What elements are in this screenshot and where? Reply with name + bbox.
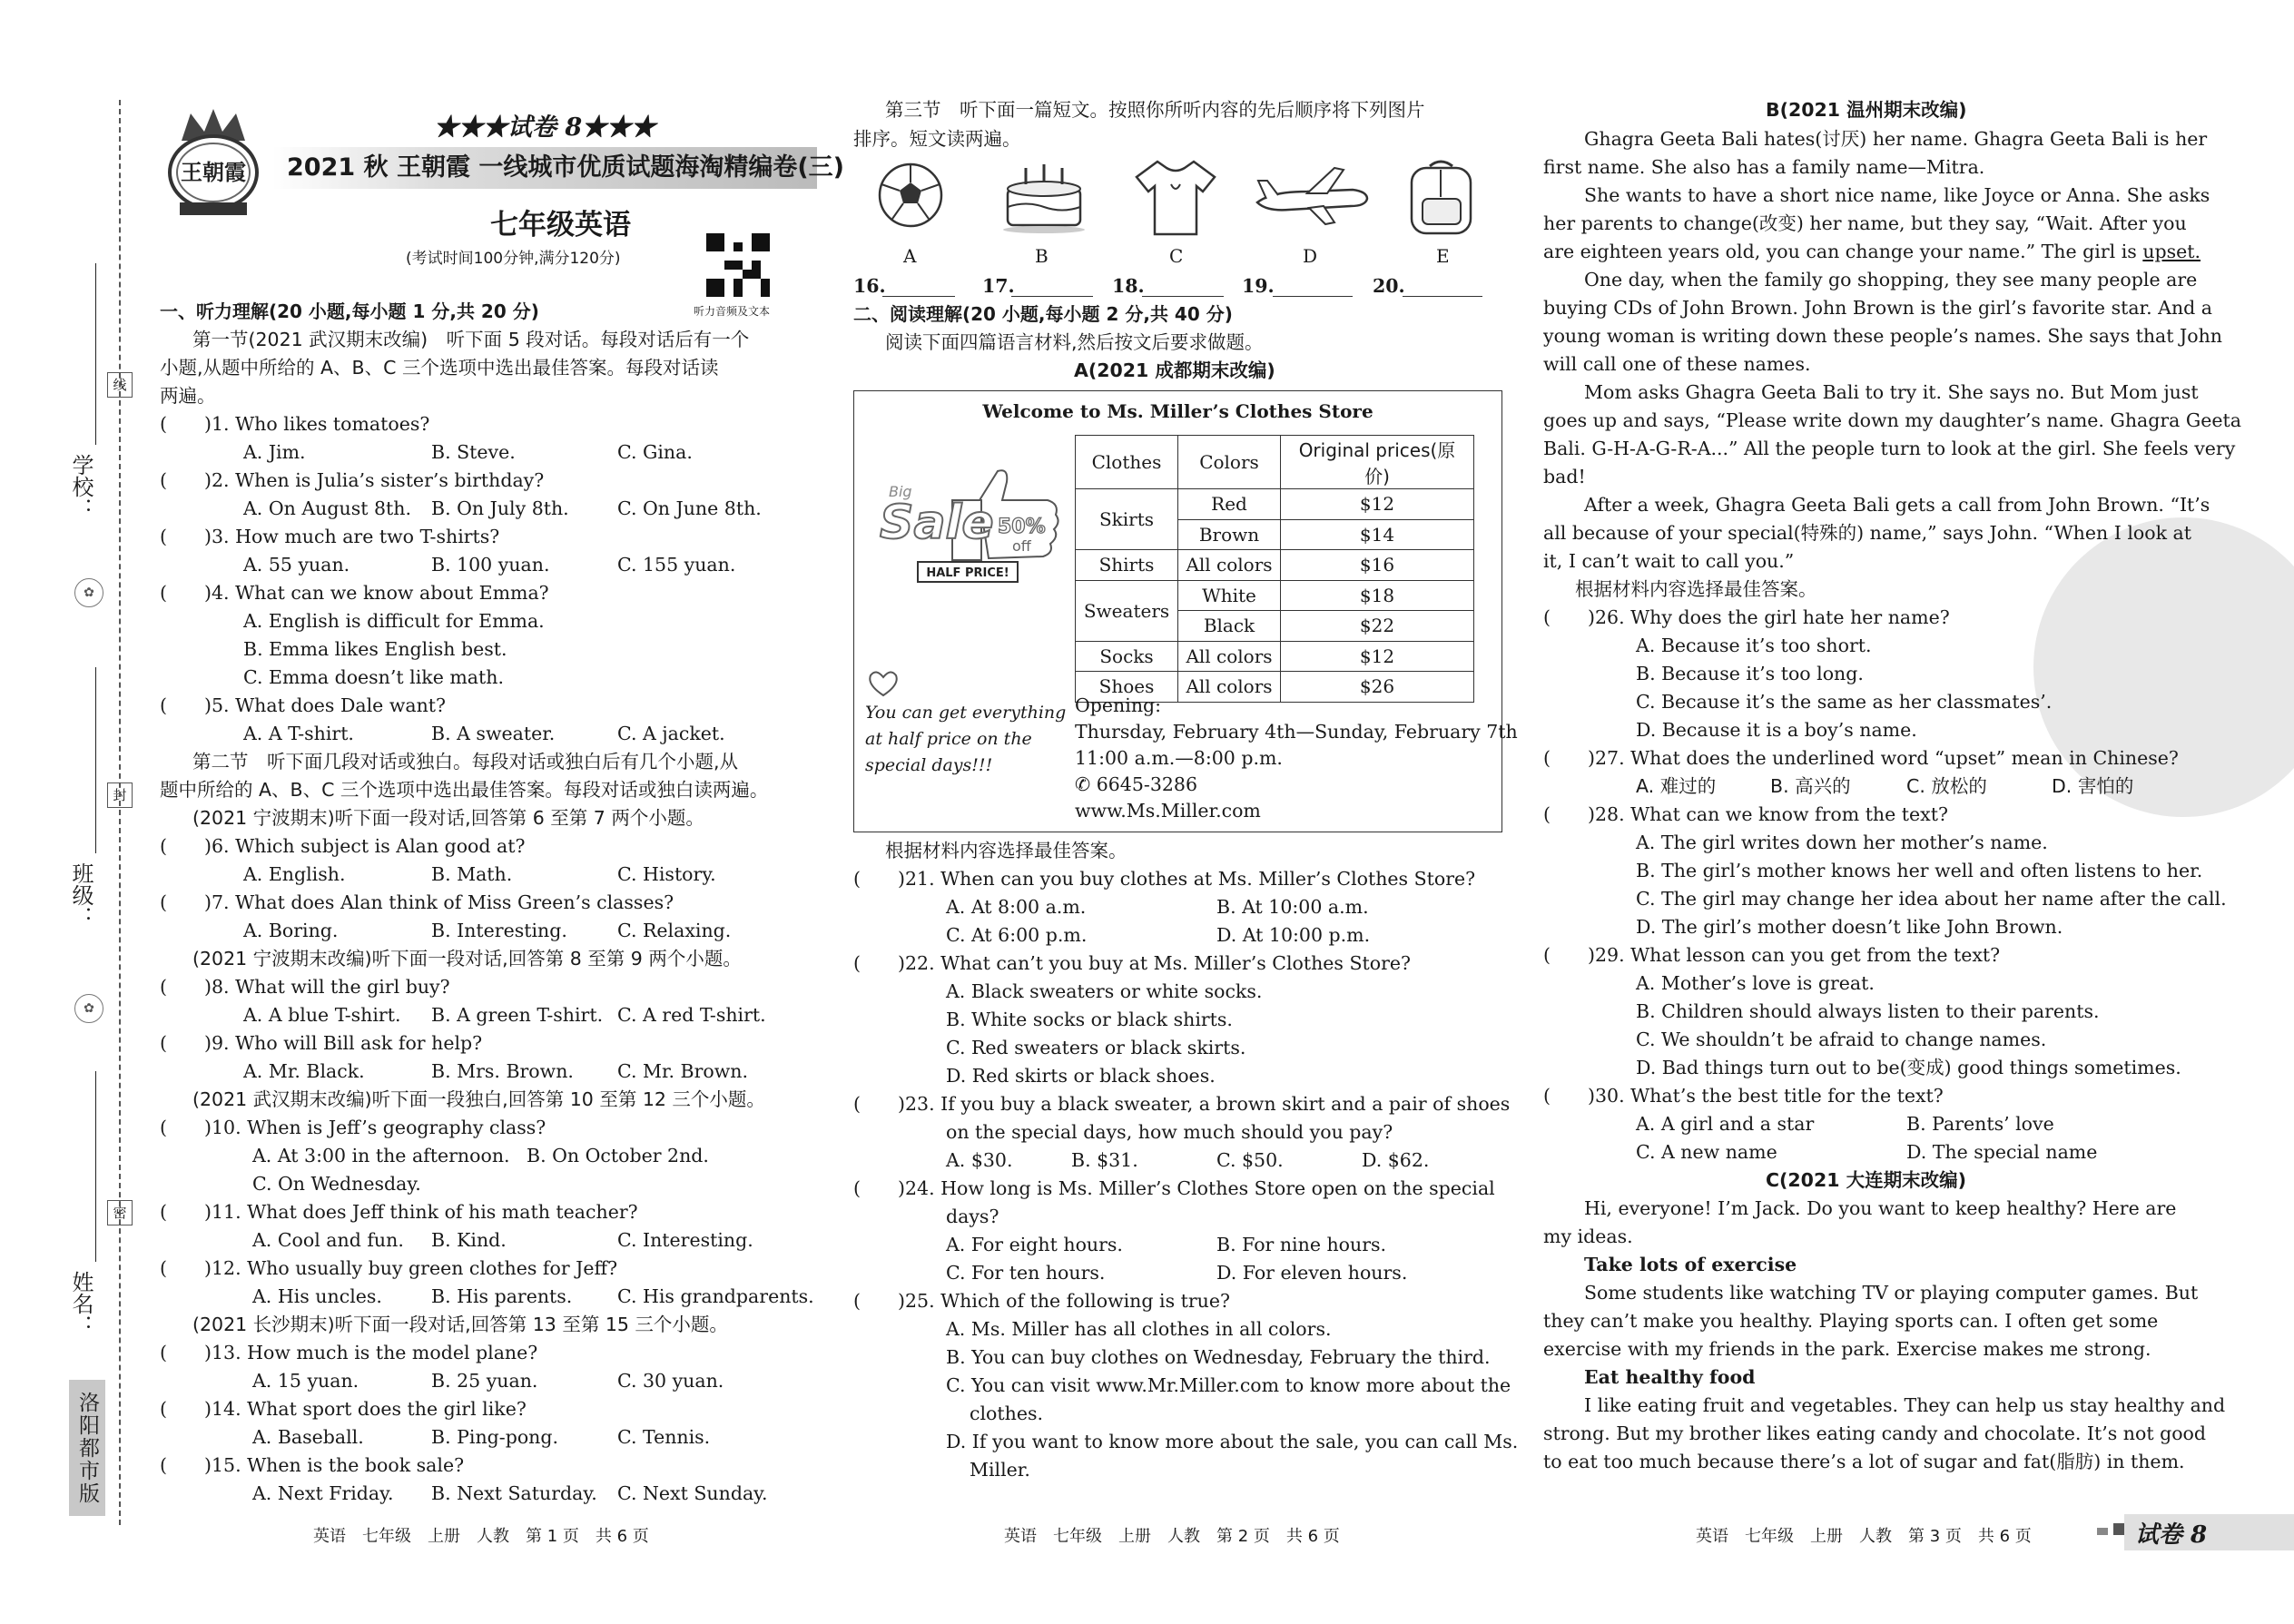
ad-title: Welcome to Ms. Miller’s Clothes Store: [982, 400, 1373, 422]
option[interactable]: A. Black sweaters or white socks.: [946, 980, 1263, 1002]
class-line: [95, 667, 96, 853]
table-cell: $14: [1281, 519, 1474, 550]
answer-blank-label: 17.: [982, 275, 1015, 297]
price-table: [1075, 435, 1474, 703]
table-row: [1076, 641, 1474, 672]
picture-label: B: [1035, 245, 1049, 267]
promo-text: You can get everything: [865, 703, 1067, 723]
passage-line: to eat too much because there’s a lot of sugar and fat(脂肪) in them.: [1543, 1451, 2185, 1472]
passage-line: it, I can’t wait to call you.”: [1543, 550, 1795, 572]
question-10[interactable]: ( )10. When is Jeff’s geography class?: [160, 1117, 546, 1138]
table-header: Original prices(原价): [1281, 436, 1474, 489]
table-cell: All colors: [1178, 641, 1281, 672]
instruction-text: 排序。短文读两遍。: [853, 128, 1021, 150]
option-cont: clothes.: [970, 1403, 1043, 1424]
question-29[interactable]: ( )29. What lesson can you get from the text?: [1543, 944, 2001, 966]
passage-line: [1543, 238, 2200, 266]
passage-line: young woman is writing down these people’s names. She says that John: [1543, 325, 2222, 347]
option[interactable]: A. Mr. Black.: [243, 1060, 365, 1082]
city-edition-label: 洛阳都市版: [69, 1380, 105, 1516]
table-cell: All colors: [1178, 550, 1281, 581]
option[interactable]: C. $50.: [1216, 1149, 1284, 1171]
passage-line: they can’t make you healthy. Playing sports can. I often get some: [1543, 1310, 2159, 1332]
table-cell: $18: [1281, 580, 1474, 611]
opening-label: Opening:: [1075, 694, 1162, 716]
tag-decoration: [2113, 1523, 2124, 1535]
opening-days: Thursday, February 4th—Sunday, February 7th: [1075, 721, 1518, 743]
table-header: Clothes: [1076, 436, 1178, 489]
table-cell: $16: [1281, 550, 1474, 581]
option[interactable]: C. A red T-shirt.: [617, 1004, 766, 1026]
question-26[interactable]: ( )26. Why does the girl hate her name?: [1543, 606, 1950, 628]
question-5[interactable]: ( )5. What does Dale want?: [160, 694, 447, 716]
table-header: Colors: [1178, 436, 1281, 489]
option[interactable]: D. For eleven hours.: [1216, 1262, 1408, 1284]
option[interactable]: B. His parents.: [431, 1285, 573, 1307]
passage-line: goes up and says, “Please write down my daughter’s name. Ghagra Geeta: [1543, 409, 2242, 431]
passage-line: will call one of these names.: [1543, 353, 1811, 375]
option[interactable]: B. Kind.: [431, 1229, 507, 1251]
option[interactable]: B. 25 yuan.: [431, 1370, 538, 1392]
school-label: 学校：: [68, 454, 94, 519]
phone-icon: ✆: [1075, 773, 1091, 795]
option[interactable]: D. At 10:00 p.m.: [1216, 924, 1371, 946]
option[interactable]: C. Next Sunday.: [617, 1482, 768, 1504]
option[interactable]: C. Tennis.: [617, 1426, 711, 1448]
table-cell: Sweaters: [1076, 580, 1178, 641]
option[interactable]: A. Baseball.: [252, 1426, 364, 1448]
option[interactable]: B. Steve.: [431, 441, 516, 463]
dialogue-intro: (2021 长沙期末)听下面一段对话,回答第 13 至第 15 三个小题。: [192, 1314, 728, 1335]
question-14[interactable]: ( )14. What sport does the girl like?: [160, 1398, 527, 1420]
option[interactable]: B. Parents’ love: [1906, 1113, 2054, 1135]
table-cell: Black: [1178, 611, 1281, 642]
option[interactable]: A. Boring.: [243, 920, 339, 941]
option[interactable]: B. Ping-pong.: [431, 1426, 559, 1448]
question-22[interactable]: ( )22. What can’t you buy at Ms. Miller’s Clothes Store?: [853, 952, 1412, 974]
option[interactable]: A. The girl writes down her mother’s name.: [1636, 832, 2048, 853]
sale-off-text: off: [1012, 537, 1031, 555]
question-25[interactable]: ( )25. Which of the following is true?: [853, 1290, 1230, 1312]
binding-margin: [0, 0, 127, 1624]
promo-text: at half price on the: [865, 729, 1032, 749]
option[interactable]: B. A sweater.: [431, 723, 556, 744]
flower-icon: ✿: [74, 994, 103, 1023]
option[interactable]: C. The girl may change her idea about her name after the call.: [1636, 888, 2227, 910]
instruction-text: 第一节(2021 武汉期末改编) 听下面 5 段对话。每段对话后有一个: [192, 329, 750, 350]
question-9[interactable]: ( )9. Who will Bill ask for help?: [160, 1032, 483, 1054]
instruction-text: 根据材料内容选择最佳答案。: [1575, 578, 1817, 600]
question-8[interactable]: ( )8. What will the girl buy?: [160, 976, 450, 998]
passage-source: C(2021 大连期末改编): [1766, 1169, 1966, 1191]
option[interactable]: B. Interesting.: [431, 920, 567, 941]
picture-label: E: [1436, 245, 1450, 267]
option[interactable]: B. A green T-shirt.: [431, 1004, 604, 1026]
question-3[interactable]: ( )3. How much are two T-shirts?: [160, 526, 500, 547]
question-23-cont: on the special days, how much should you pay?: [946, 1121, 1393, 1143]
option[interactable]: C. Red sweaters or black skirts.: [946, 1037, 1246, 1058]
table-row: [1076, 550, 1474, 581]
sale-percent-text: 50%: [998, 516, 1046, 538]
passage-line: strong. But my brother likes eating candy and chocolate. It’s not good: [1543, 1422, 2207, 1444]
tag-decoration: [2097, 1528, 2108, 1535]
passage-line: all because of your special(特殊的) name,” says John. “When I look at: [1543, 522, 2191, 544]
option[interactable]: B. At 10:00 a.m.: [1216, 896, 1369, 918]
passage-source: A(2021 成都期末改编): [1074, 359, 1275, 381]
passage-line: After a week, Ghagra Geeta Bali gets a call from John Brown. “It’s: [1584, 494, 2210, 516]
question-4[interactable]: ( )4. What can we know about Emma?: [160, 582, 549, 604]
passage-line: I like eating fruit and vegetables. They can help us stay healthy and: [1584, 1394, 2226, 1416]
option[interactable]: D. If you want to know more about the sale, you can call Ms.: [946, 1431, 1519, 1452]
option[interactable]: C. Mr. Brown.: [617, 1060, 749, 1082]
table-cell: Brown: [1178, 519, 1281, 550]
question-6[interactable]: ( )6. Which subject is Alan good at?: [160, 835, 526, 857]
option[interactable]: C. You can visit www.Mr.Miller.com to know more about the: [946, 1374, 1511, 1396]
instruction-text: 题中所给的 A、B、C 三个选项中选出最佳答案。每段对话或独白读两遍。: [160, 779, 769, 801]
option[interactable]: B. Children should always listen to their parents.: [1636, 1000, 2100, 1022]
option[interactable]: A. English is difficult for Emma.: [243, 610, 545, 632]
underlined-word: upset.: [2142, 241, 2201, 262]
airplane-icon: [1253, 157, 1371, 230]
option[interactable]: D. Bad things turn out to be(变成) good things sometimes.: [1636, 1057, 2181, 1078]
half-price-text: HALF PRICE!: [926, 566, 1009, 580]
passage-line: One day, when the family go shopping, they see many people are: [1584, 269, 2198, 290]
table-cell: White: [1178, 580, 1281, 611]
table-header-row: [1076, 436, 1474, 489]
option[interactable]: B. Because it’s too long.: [1636, 663, 1864, 684]
answer-blank[interactable]: [882, 296, 955, 297]
option[interactable]: A. A girl and a star: [1636, 1113, 1815, 1135]
name-label: 姓名：: [68, 1271, 94, 1336]
question-12[interactable]: ( )12. Who usually buy green clothes for Jeff?: [160, 1257, 618, 1279]
table-cell: $12: [1281, 641, 1474, 672]
store-advertisement: [853, 390, 1518, 832]
option[interactable]: B. Emma likes English best.: [243, 638, 507, 660]
question-13[interactable]: ( )13. How much is the model plane?: [160, 1342, 538, 1363]
brand-logo-icon: [163, 104, 263, 222]
question-27[interactable]: ( )27. What does the underlined word “upset” mean in Chinese?: [1543, 747, 2179, 769]
option[interactable]: C. History.: [617, 863, 716, 885]
passage-line: Hi, everyone! I’m Jack. Do you want to keep healthy? Here are: [1584, 1197, 2177, 1219]
table-cell: $22: [1281, 611, 1474, 642]
subject-title: 七年级英语: [490, 209, 631, 241]
table-cell: Skirts: [1076, 489, 1178, 550]
table-cell: Red: [1178, 489, 1281, 520]
option[interactable]: C. We shouldn’t be afraid to change names.: [1636, 1029, 2047, 1050]
passage-subheading: Eat healthy food: [1584, 1366, 1756, 1388]
exam-number: ★★★试卷 8★★★: [434, 113, 656, 142]
option[interactable]: C. At 6:00 p.m.: [946, 924, 1088, 946]
option[interactable]: B. 100 yuan.: [431, 554, 550, 576]
page-footer: 英语 七年级 上册 人教 第 1 页 共 6 页: [313, 1527, 649, 1546]
option-cont: Miller.: [970, 1459, 1030, 1481]
option[interactable]: A. 55 yuan.: [243, 554, 350, 576]
promo-text: special days!!!: [865, 755, 993, 775]
seal-line-mark: 封: [107, 782, 133, 808]
instruction-text: 第三节 听下面一篇短文。按照你所听内容的先后顺序将下列图片: [885, 99, 1425, 121]
passage-line: my ideas.: [1543, 1225, 1633, 1247]
answer-blank[interactable]: [1011, 296, 1093, 297]
option[interactable]: C. Emma doesn’t like math.: [243, 666, 504, 688]
option[interactable]: A. Ms. Miller has all clothes in all colors.: [946, 1318, 1332, 1340]
option[interactable]: A. 难过的: [1636, 775, 1717, 797]
question-7[interactable]: ( )7. What does Alan think of Miss Green’s classes?: [160, 891, 674, 913]
option[interactable]: A. A blue T-shirt.: [243, 1004, 401, 1026]
option[interactable]: C. 155 yuan.: [617, 554, 736, 576]
instruction-text: 根据材料内容选择最佳答案。: [885, 840, 1127, 861]
passage-line: bad!: [1543, 466, 1586, 487]
option[interactable]: B. On October 2nd.: [527, 1145, 709, 1166]
passage-line: buying CDs of John Brown. John Brown is the girl’s favorite star. And a: [1543, 297, 2213, 319]
answer-blank-label: 20.: [1373, 275, 1405, 297]
section-heading: 二、阅读理解(20 小题,每小题 2 分,共 40 分): [853, 303, 1233, 325]
dialogue-intro: (2021 武汉期末改编)听下面一段独白,回答第 10 至第 12 三个小题。: [192, 1088, 765, 1110]
option[interactable]: C. Gina.: [617, 441, 693, 463]
table-row: [1076, 489, 1474, 520]
option[interactable]: A. A T-shirt.: [243, 723, 354, 744]
option[interactable]: A. English.: [243, 863, 346, 885]
option[interactable]: C. A new name: [1636, 1141, 1777, 1163]
option[interactable]: A. At 3:00 in the afternoon.: [252, 1145, 510, 1166]
instruction-text: 小题,从题中所给的 A、B、C 三个选项中选出最佳答案。每段对话读: [160, 357, 719, 379]
dialogue-intro: (2021 宁波期末改编)听下面一段对话,回答第 8 至第 9 两个小题。: [192, 948, 742, 969]
question-28[interactable]: ( )28. What can we know from the text?: [1543, 803, 1948, 825]
option[interactable]: A. Because it’s too short.: [1636, 635, 1872, 656]
option[interactable]: C. 放松的: [1906, 775, 1987, 797]
option[interactable]: C. A jacket.: [617, 723, 725, 744]
option[interactable]: B. You can buy clothes on Wednesday, February the third.: [946, 1346, 1491, 1368]
option[interactable]: C. 30 yuan.: [617, 1370, 724, 1392]
answer-blank-label: 16.: [853, 275, 886, 297]
school-line: [95, 263, 96, 445]
option[interactable]: A. Jim.: [243, 441, 306, 463]
name-line: [95, 1071, 96, 1262]
sale-big-text: Big: [889, 483, 912, 500]
picture-label: A: [903, 245, 917, 267]
option[interactable]: B. $31.: [1071, 1149, 1138, 1171]
option[interactable]: C. On June 8th.: [617, 497, 762, 519]
option[interactable]: A. On August 8th.: [243, 497, 411, 519]
question-2[interactable]: ( )2. When is Julia’s sister’s birthday?: [160, 469, 545, 491]
option[interactable]: C. Because it’s the same as her classmates’.: [1636, 691, 2053, 713]
answer-blank-label: 19.: [1242, 275, 1275, 297]
exam-tag: 试卷 8: [2135, 1521, 2208, 1549]
option[interactable]: A. Mother’s love is great.: [1636, 972, 1875, 994]
option[interactable]: C. His grandparents.: [617, 1285, 814, 1307]
page-footer: 英语 七年级 上册 人教 第 3 页 共 6 页: [1696, 1527, 2032, 1546]
option[interactable]: C. For ten hours.: [946, 1262, 1106, 1284]
passage-source: B(2021 温州期末改编): [1766, 99, 1967, 121]
instruction-text: 两遍。: [160, 385, 216, 407]
exam-title: 2021 秋 王朝霞 一线城市优质试题海淘精编卷(三): [287, 153, 845, 182]
answer-blank[interactable]: [1403, 296, 1482, 297]
table-cell: Shirts: [1076, 550, 1178, 581]
table-cell: All colors: [1178, 672, 1281, 703]
passage-line: Some students like watching TV or playing computer games. But: [1584, 1282, 2199, 1304]
picture-label: C: [1169, 245, 1184, 267]
instruction-text: 第二节 听下面几段对话或独白。每段对话或独白后有几个小题,从: [192, 751, 739, 773]
option[interactable]: A. At 8:00 a.m.: [946, 896, 1087, 918]
option[interactable]: C. On Wednesday.: [252, 1173, 421, 1195]
table-cell: $26: [1281, 672, 1474, 703]
picture-label: D: [1303, 245, 1318, 267]
question-15[interactable]: ( )15. When is the book sale?: [160, 1454, 465, 1476]
option[interactable]: B. White socks or black shirts.: [946, 1009, 1233, 1030]
svg-text:王朝霞: 王朝霞: [181, 159, 246, 185]
qr-code-icon[interactable]: [706, 233, 770, 297]
option[interactable]: B. On July 8th.: [431, 497, 569, 519]
option[interactable]: C. Relaxing.: [617, 920, 732, 941]
question-24-cont: days?: [946, 1206, 999, 1227]
heart-doodle-icon: [865, 668, 901, 699]
passage-line: Bali. G-H-A-G-R-A...” All the people turn to look at the girl. She feels very: [1543, 438, 2236, 459]
phone-number: 6645-3286: [1096, 773, 1197, 795]
question-30[interactable]: ( )30. What’s the best title for the text?: [1543, 1085, 1944, 1107]
option[interactable]: B. For nine hours.: [1216, 1234, 1387, 1255]
instruction-text: 阅读下面四篇语言材料,然后按文后要求做题。: [885, 331, 1264, 353]
birthday-cake-icon: [999, 157, 1089, 234]
option[interactable]: D. Red skirts or black shoes.: [946, 1065, 1216, 1087]
option[interactable]: A. Cool and fun.: [252, 1229, 404, 1251]
option[interactable]: A. For eight hours.: [946, 1234, 1123, 1255]
seal-line-mark: 密: [107, 1200, 133, 1225]
dialogue-intro: (2021 宁波期末)听下面一段对话,回答第 6 至第 7 两个小题。: [192, 807, 704, 829]
passage-line: first name. She also has a family name—Mitra.: [1543, 156, 1985, 178]
option[interactable]: A. Next Friday.: [252, 1482, 394, 1504]
page-footer: 英语 七年级 上册 人教 第 2 页 共 6 页: [1004, 1527, 1340, 1546]
option[interactable]: C. Interesting.: [617, 1229, 753, 1251]
table-row: [1076, 580, 1474, 611]
table-cell: Socks: [1076, 641, 1178, 672]
question-21[interactable]: ( )21. When can you buy clothes at Ms. Miller’s Clothes Store?: [853, 868, 1476, 890]
option[interactable]: D. The special name: [1906, 1141, 2098, 1163]
option[interactable]: D. $62.: [1362, 1149, 1430, 1171]
option[interactable]: B. 高兴的: [1770, 775, 1851, 797]
football-icon: [876, 157, 945, 230]
flower-icon: ✿: [74, 578, 103, 607]
exam-time-info: (考试时间100分钟,满分120分): [406, 250, 621, 268]
answer-blank[interactable]: [1273, 296, 1353, 297]
question-24[interactable]: ( )24. How long is Ms. Miller’s Clothes Store open on the special: [853, 1177, 1495, 1199]
question-23[interactable]: ( )23. If you buy a black sweater, a brown skirt and a pair of shoes: [853, 1093, 1511, 1115]
question-1[interactable]: ( )1. Who likes tomatoes?: [160, 413, 430, 435]
passage-line: Ghagra Geeta Bali hates(讨厌) her name. Ghagra Geeta Bali is her: [1584, 128, 2208, 150]
backpack-icon: [1403, 157, 1480, 239]
option[interactable]: D. Because it is a boy’s name.: [1636, 719, 1917, 741]
option[interactable]: B. Math.: [431, 863, 513, 885]
passage-text: are eighteen years old, you can change your name.” The girl is: [1543, 241, 2137, 262]
table-cell: Shoes: [1076, 672, 1178, 703]
class-label: 班级：: [68, 862, 94, 928]
qr-caption: 听力音频及文本: [694, 305, 771, 318]
option[interactable]: D. The girl’s mother doesn’t like John Brown.: [1636, 916, 2063, 938]
passage-subheading: Take lots of exercise: [1584, 1254, 1797, 1275]
passage-line: exercise with my friends in the park. Exercise makes me strong.: [1543, 1338, 2151, 1360]
question-11[interactable]: ( )11. What does Jeff think of his math teacher?: [160, 1201, 638, 1223]
t-shirt-icon: [1135, 157, 1216, 239]
website-link[interactable]: www.Ms.Miller.com: [1075, 800, 1261, 822]
passage-line: Mom asks Ghagra Geeta Bali to try it. She says no. But Mom just: [1584, 381, 2199, 403]
passage-line: She wants to have a short nice name, like Joyce or Anna. She asks: [1584, 184, 2210, 206]
option[interactable]: B. Next Saturday.: [431, 1482, 597, 1504]
option[interactable]: A. His uncles.: [252, 1285, 382, 1307]
table-cell: $12: [1281, 489, 1474, 520]
option[interactable]: A. 15 yuan.: [252, 1370, 359, 1392]
binding-dashed-line: [119, 100, 121, 1525]
answer-blank-label: 18.: [1112, 275, 1145, 297]
option[interactable]: D. 害怕的: [2052, 775, 2134, 797]
opening-hours: 11:00 a.m.—8:00 p.m.: [1075, 747, 1283, 769]
sale-word-text: Sale: [880, 496, 994, 550]
section-heading: 一、听力理解(20 小题,每小题 1 分,共 20 分): [160, 300, 539, 322]
passage-line: her parents to change(改变) her name, but they say, “Wait. After you: [1543, 212, 2187, 234]
answer-blank[interactable]: [1142, 296, 1224, 297]
option[interactable]: B. The girl’s mother knows her well and often listens to her.: [1636, 860, 2203, 881]
sale-thumbs-up-icon: [871, 464, 1070, 591]
option[interactable]: B. Mrs. Brown.: [431, 1060, 574, 1082]
seal-line-mark: 线: [107, 372, 133, 398]
phone-row: [1075, 772, 1197, 798]
option[interactable]: A. $30.: [946, 1149, 1013, 1171]
